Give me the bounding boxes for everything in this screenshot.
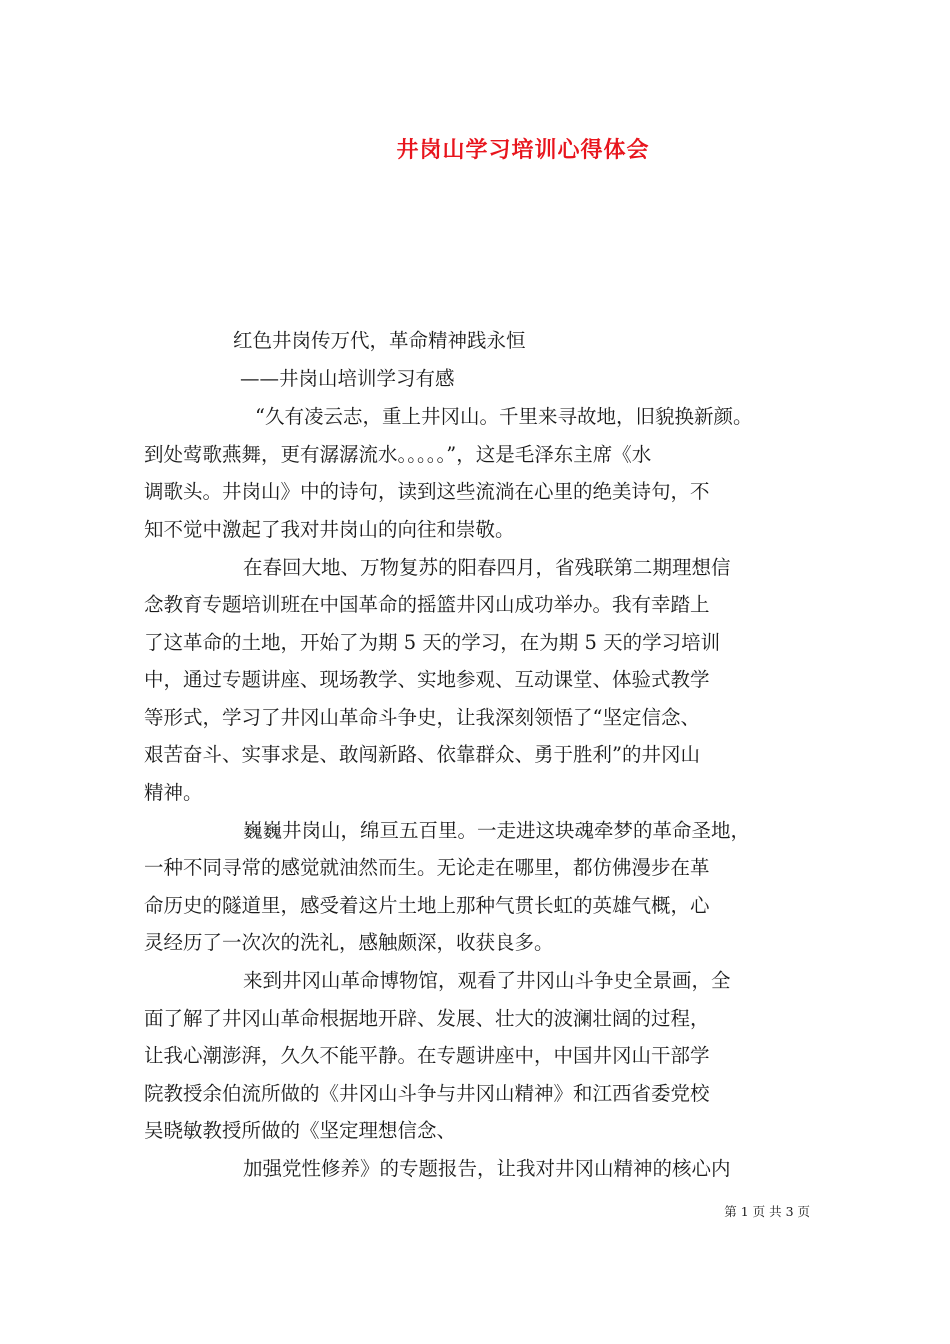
body-line: 巍巍井岗山，绵亘五百里。一走进这块魂牵梦的革命圣地，	[243, 819, 751, 842]
body-line: 艰苦奋斗、实事求是、敢闯新路、依靠群众、勇于胜利”的井冈山	[144, 743, 700, 766]
document-title: 井岗山学习培训心得体会	[396, 137, 650, 163]
page-indicator: 第 1 页 共 3 页	[724, 1204, 810, 1219]
body-line: 到处莺歌燕舞，更有潺潺流水。。。。。”，这是毛泽东主席《水	[144, 443, 652, 466]
body-line: 面了解了井冈山革命根据地开辟、发展、壮大的波澜壮阔的过程，	[144, 1007, 710, 1030]
body-line: 一种不同寻常的感觉就油然而生。无论走在哪里，都仿佛漫步在革	[144, 856, 710, 879]
body-line: 调歌头。井岗山》中的诗句，读到这些流淌在心里的绝美诗句，不	[144, 480, 710, 503]
body-line: 在春回大地、万物复苏的阳春四月，省残联第二期理想信	[243, 556, 731, 579]
body-line: 等形式，学习了井冈山革命斗争史，让我深刻领悟了“坚定信念、	[144, 706, 700, 729]
body-line: 精神。	[144, 781, 203, 804]
body-line: 让我心潮澎湃，久久不能平静。在专题讲座中，中国井冈山干部学	[144, 1044, 710, 1067]
body-line: 来到井冈山革命博物馆，观看了井冈山斗争史全景画，全	[243, 969, 731, 992]
body-line: 知不觉中激起了我对井岗山的向往和崇敬。	[144, 518, 515, 541]
body-line: 加强党性修养》的专题报告，让我对井冈山精神的核心内	[243, 1157, 731, 1180]
body-line: “久有凌云志，重上井冈山。千里来寻故地，旧貌换新颜。	[255, 405, 753, 428]
body-line: 念教育专题培训班在中国革命的摇篮井冈山成功举办。我有幸踏上	[144, 593, 710, 616]
body-line: 中，通过专题讲座、现场教学、实地参观、互动课堂、体验式教学	[144, 668, 710, 691]
document-subtitle: 红色井岗传万代，革命精神践永恒	[233, 329, 526, 352]
document-subsubtitle: ——井岗山培训学习有感	[240, 367, 455, 390]
body-line: 灵经历了一次次的洗礼，感触颇深，收获良多。	[144, 931, 554, 954]
body-line: 院教授余伯流所做的《井冈山斗争与井冈山精神》和江西省委党校	[144, 1082, 710, 1105]
body-line: 吴晓敏教授所做的《坚定理想信念、	[144, 1119, 457, 1142]
body-line: 了这革命的土地，开始了为期 5 天的学习，在为期 5 天的学习培训	[144, 631, 721, 654]
body-line: 命历史的隧道里，感受着这片土地上那种气贯长虹的英雄气概，心	[144, 894, 710, 917]
